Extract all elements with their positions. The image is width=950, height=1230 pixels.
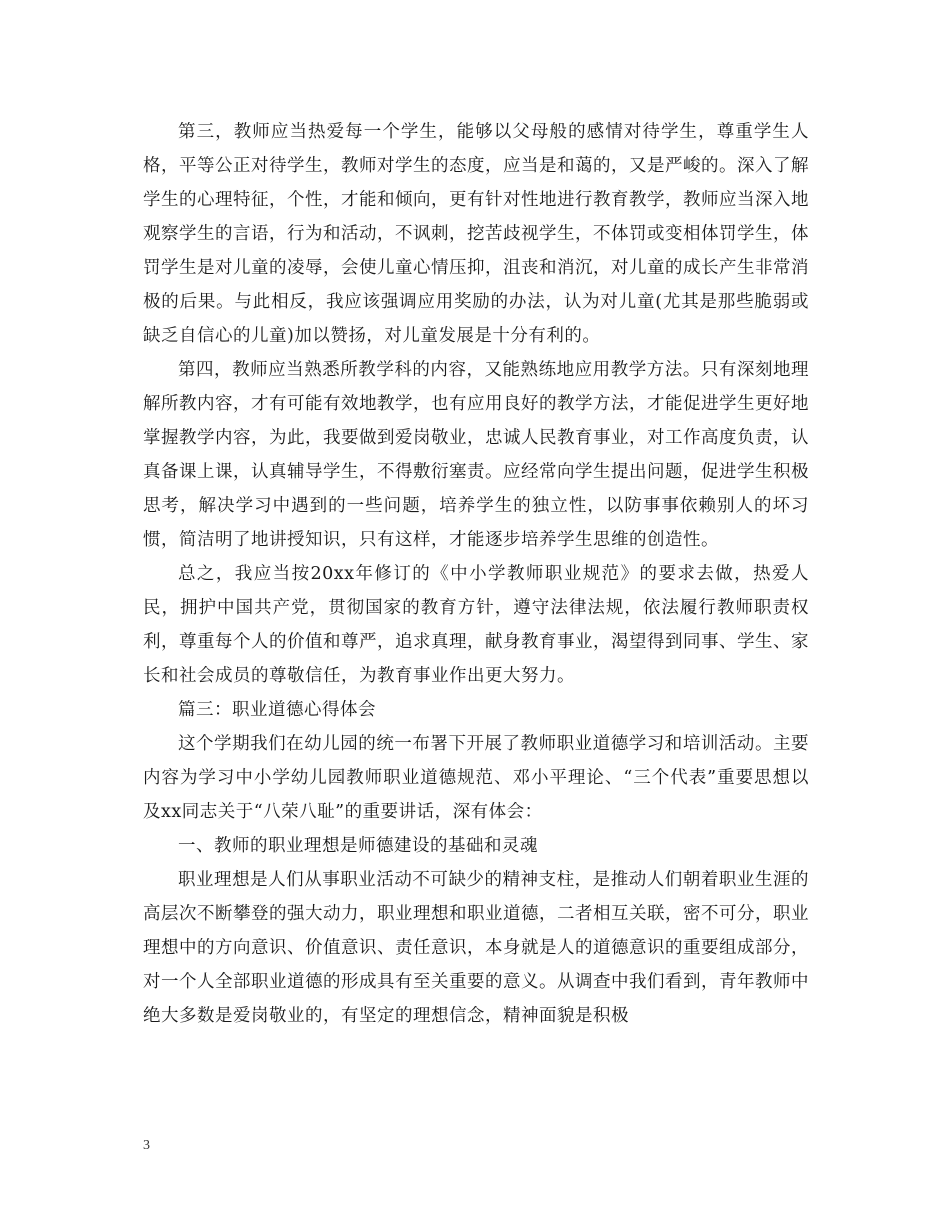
- section-heading: 篇三：职业道德心得体会: [178, 700, 376, 720]
- page-number: 3: [143, 1138, 150, 1153]
- paragraph-fourth-point: 第四，教师应当熟悉所教学科的内容，又能熟练地应用教学方法。只有深刻地理解所教内容，才有可能有效地教学，也有应用良好的教学方法，才能促进学生更好地掌握教学内容，为此，我要做到爱岗敬业，忠诚人民教育事业，对工作高度负责，认真备课上课，认真辅导学生，不得敷衍塞责。应经常向学生提出问题，促进学生积极思考，解决学习中遇到的一些问题，培养学生的独立性，以防事事依赖别人的坏习惯，简洁明了地讲授知识，只有这样，才能逐步培养学生思维的创造性。: [143, 360, 809, 550]
- paragraph-career-ideal: 职业理想是人们从事职业活动不可缺少的精神支柱，是推动人们朝着职业生涯的高层次不断攀登的强大动力，职业理想和职业道德，二者相互关联，密不可分，职业理想中的方向意识、价值意识、责任意识，本身就是人的道德意识的重要组成部分，对一个人全部职业道德的形成具有至关重要的意义。从调查中我们看到，青年教师中绝大多数是爱岗敬业的，有坚定的理想信念，精神面貌是积极: [143, 870, 809, 1026]
- paragraph-summary: 总之，我应当按20xx年修订的《中小学教师职业规范》的要求去做，热爱人民，拥护中国共产党，贯彻国家的教育方针，遵守法律法规，依法履行教师职责权利，尊重每个人的价值和尊严，追求真理，献身教育事业，渴望得到同事、学生、家长和社会成员的尊敬信任，为教育事业作出更大努力。: [143, 564, 809, 686]
- document-body: [143, 115, 809, 1033]
- paragraph-third-point: 第三，教师应当热爱每一个学生，能够以父母般的感情对待学生，尊重学生人格，平等公正对待学生，教师对学生的态度，应当是和蔼的，又是严峻的。深入了解学生的心理特征，个性，才能和倾向，更有针对性地进行教育教学，教师应当深入地观察学生的言语，行为和活动，不讽刺，挖苦歧视学生，不体罚或变相体罚学生，体罚学生是对儿童的凌辱，会使儿童心情压抑，沮丧和消沉，对儿童的成长产生非常消极的后果。与此相反，我应该强调应用奖励的办法，认为对儿童(尤其是那些脆弱或缺乏自信心的儿童)加以赞扬，对儿童发展是十分有利的。: [143, 122, 809, 346]
- subsection-heading: 一、教师的职业理想是师德建设的基础和灵魂: [178, 836, 538, 856]
- paragraph-intro: 这个学期我们在幼儿园的统一布署下开展了教师职业道德学习和培训活动。主要内容为学习中小学幼儿园教师职业道德规范、邓小平理论、“三个代表”重要思想以及xx同志关于“八荣八耻”的重要讲话，深有体会：: [143, 734, 809, 822]
